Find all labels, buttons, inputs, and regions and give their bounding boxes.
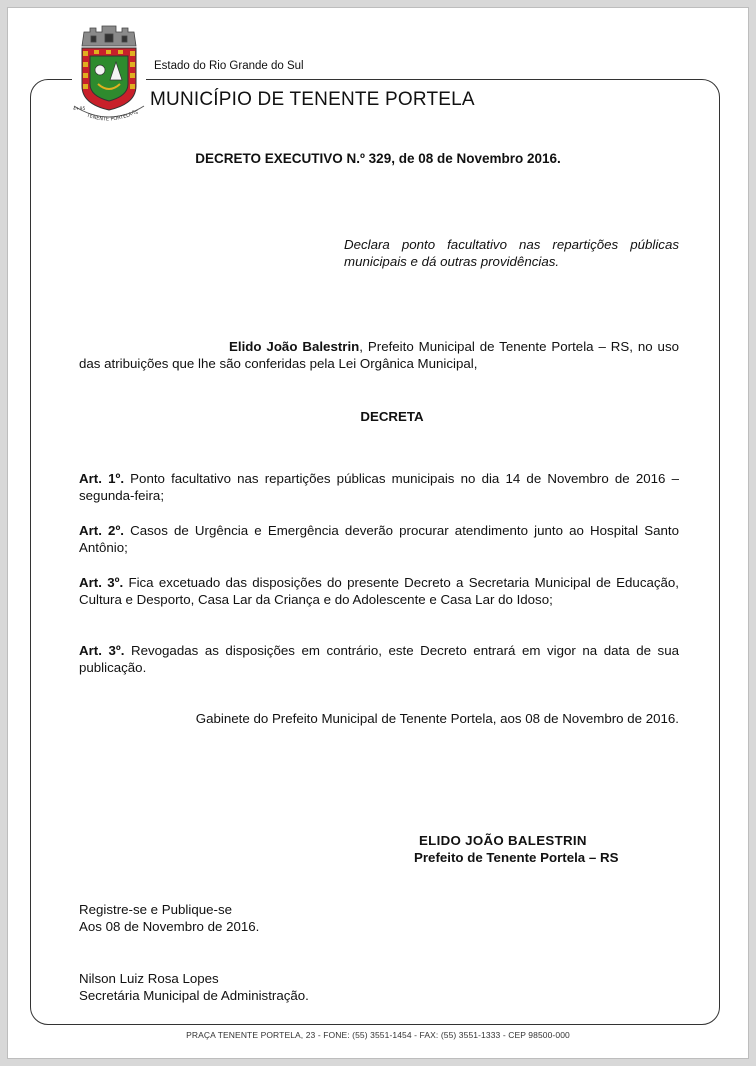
- signer-name: ELIDO JOÃO BALESTRIN: [419, 833, 587, 848]
- article-label: Art. 1º.: [79, 471, 125, 486]
- secretary-name: Nilson Luiz Rosa Lopes: [79, 971, 219, 986]
- signature-block: [414, 832, 618, 866]
- register-line: Registre-se e Publique-se: [79, 902, 232, 917]
- article-label: Art. 2º.: [79, 523, 124, 538]
- register-date: Aos 08 de Novembro de 2016.: [79, 919, 260, 934]
- preamble: [79, 338, 679, 372]
- signer-role: Prefeito de Tenente Portela – RS: [414, 850, 619, 865]
- decree-ementa: Declara ponto facultativo nas repartições públicas municipais e dá outras providências.: [344, 237, 679, 269]
- decreta-heading: DECRETA: [360, 409, 424, 424]
- decree-title: DECRETO EXECUTIVO N.º 329, de 08 de Novembro 2016.: [195, 151, 561, 166]
- article-label: Art. 3º.: [79, 643, 125, 658]
- state-name: Estado do Rio Grande do Sul: [154, 60, 304, 72]
- article-text: Revogadas as disposições em contrário, este Decreto entrará em vigor na data de sua publicação.: [79, 643, 679, 675]
- gabinete-line: Gabinete do Prefeito Municipal de Tenente Portela, aos 08 de Novembro de 2016.: [195, 711, 679, 726]
- crest-side-label: RS: [132, 111, 138, 116]
- footer-address: PRAÇA TENENTE PORTELA, 23 - FONE: (55) 3551-1454 - FAX: (55) 3551-1333 - CEP 98500-000: [186, 1030, 570, 1040]
- article-2: [79, 522, 679, 556]
- coat-of-arms-icon: [72, 24, 146, 132]
- article-1: [79, 470, 679, 504]
- preamble-text: , Prefeito Municipal de Tenente Portela – RS, no uso das atribuições que lhe são conferidas pela Lei Orgânica Municipal,: [79, 339, 679, 371]
- register-block: [79, 901, 259, 935]
- mural-crown: [82, 26, 136, 46]
- secretary-block: [79, 970, 309, 1004]
- article-text: Fica excetuado das disposições do presente Decreto a Secretaria Municipal de Educação, Cultura e Desporto, Casa Lar da Criança e do Adolescente e Casa Lar do Idoso;: [79, 575, 679, 607]
- article-label: Art. 3º.: [79, 575, 124, 590]
- crest-left-label: 4+95: [73, 107, 86, 112]
- shield: [82, 48, 136, 110]
- article-text: Casos de Urgência e Emergência deverão procurar atendimento junto ao Hospital Santo Antônio;: [79, 523, 679, 555]
- secretary-role: Secretária Municipal de Administração.: [79, 988, 309, 1003]
- preamble-name: Elido João Balestrin: [229, 339, 360, 354]
- municipality-name: MUNICÍPIO DE TENENTE PORTELA: [150, 89, 475, 110]
- svg-text:TENENTE PORTELA: TENENTE PORTELA: [85, 111, 134, 123]
- article-4: [79, 642, 679, 676]
- article-text: Ponto facultativo nas repartições públicas municipais no dia 14 de Novembro de 2016 – segunda-feira;: [79, 471, 679, 503]
- article-3: [79, 574, 679, 608]
